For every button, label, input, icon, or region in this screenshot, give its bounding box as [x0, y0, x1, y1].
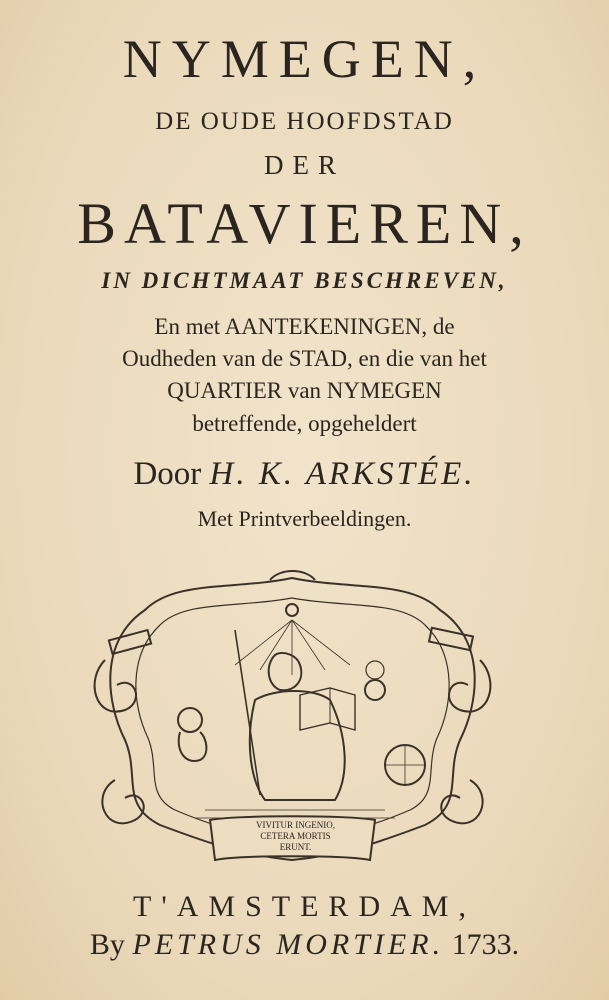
- description-line-1: En met AANTEKENINGEN, de: [154, 314, 455, 339]
- title-line-3: DER: [264, 150, 345, 180]
- publication-year: 1733.: [451, 928, 520, 961]
- imprint-place: T'AMSTERDAM,: [133, 890, 476, 923]
- motto-line-2: CETERA MORTIS: [260, 831, 331, 841]
- motto-line-1: VIVITUR INGENIO,: [256, 820, 335, 830]
- title-line-4: BATAVIEREN,: [77, 191, 532, 256]
- title-line-1: NYMEGEN,: [122, 29, 487, 89]
- publisher-prefix: By: [89, 928, 125, 961]
- imprint-publisher-line: [0, 928, 609, 962]
- description-line-2: Oudheden van de STAD, en die van het: [122, 346, 487, 371]
- author-name: H. K. ARKSTÉE.: [209, 456, 476, 492]
- description-line-4: betreffende, opgeheldert: [192, 411, 417, 436]
- subtitle-line: IN DICHTMAAT BESCHREVEN,: [101, 268, 508, 293]
- author-line: [0, 456, 609, 493]
- description-line-3: QUARTIER van NYMEGEN: [167, 378, 442, 403]
- publisher-name: PETRUS MORTIER.: [132, 928, 445, 961]
- vignette-motto: [213, 820, 378, 853]
- title-line-2: DE OUDE HOOFDSTAD: [155, 108, 454, 135]
- illustrations-line: Met Printverbeeldingen.: [197, 506, 412, 531]
- author-prefix: Door: [133, 456, 202, 492]
- motto-line-3: ERUNT.: [279, 842, 312, 852]
